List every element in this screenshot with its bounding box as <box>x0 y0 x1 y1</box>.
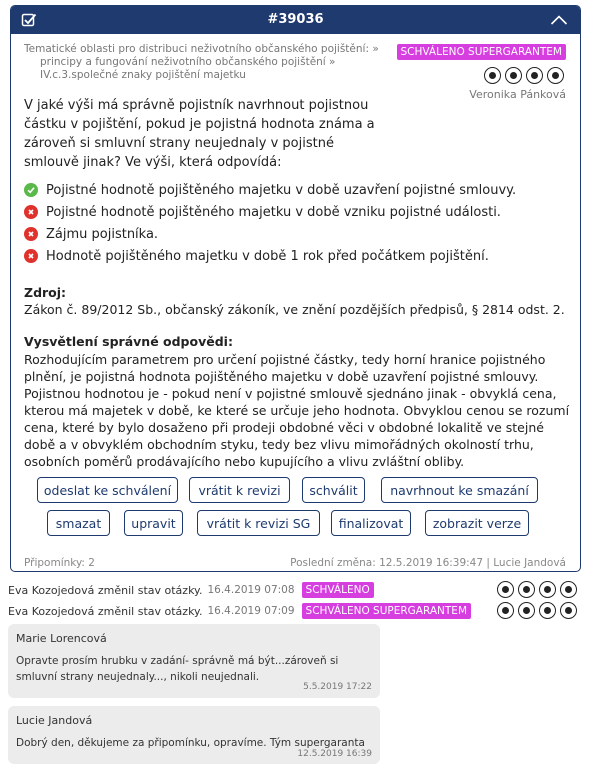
history-time: 16.4.2019 07:09 <box>207 605 295 617</box>
status-badge: SCHVÁLENO SUPERGARANTEM <box>302 603 471 619</box>
edit-button[interactable]: upravit <box>124 510 183 536</box>
radio-filled-icon <box>526 67 543 84</box>
question-text: V jaké výši má správně pojistník navrhnout pojistnou částku v pojištění, pokud je pojistná hodnota známa a zároveň si smluvní strany neujednaly v pojistné smlouvě jinak? Ve výši, která odpovídá: <box>24 98 375 170</box>
radio-filled-icon <box>518 581 535 598</box>
status-badge: SCHVÁLENO SUPERGARANTEM <box>397 44 566 60</box>
history-text: Eva Kozojedová změnil stav otázky. <box>8 604 203 618</box>
comment-date: 12.5.2019 16:39 <box>297 749 372 759</box>
radio-filled-icon <box>560 581 577 598</box>
delete-button[interactable]: smazat <box>47 510 110 536</box>
breadcrumb-item[interactable]: IV.c.3.společné znaky pojištění majetku <box>40 69 246 81</box>
radio-filled-icon <box>547 67 564 84</box>
comment-text: Dobrý den, děkujeme za připomínku, opravíme. Tým supergaranta <box>16 737 365 749</box>
history-entry <box>8 582 374 598</box>
answer-item-wrong <box>24 245 569 267</box>
status-badge: SCHVÁLENO <box>302 582 374 598</box>
comment <box>8 624 380 698</box>
comment-text: Opravte prosím hrubku v zadání- správně má být...zároveň si smluvní strany neujednaly..., nikoli neujednali. <box>16 655 339 683</box>
rating-indicators <box>484 67 564 84</box>
breadcrumb <box>24 43 386 82</box>
rating-indicators <box>497 602 577 619</box>
answer-text: Pojistné hodnotě pojištěného majetku v době vzniku pojistné události. <box>46 204 501 220</box>
comment <box>8 706 380 764</box>
answer-list <box>24 179 569 267</box>
breadcrumb-item[interactable]: principy a fungování neživotního občanského pojištění » <box>40 56 336 68</box>
return-to-revision-sg-button[interactable]: vrátit k revizi SG <box>197 510 320 536</box>
explanation-text: Rozhodujícím parametrem pro určení pojistné částky, tedy horní hranice pojistného plnění, je pojistná hodnota pojištěného majetku v době uzavření pojistné smlouvy. Pojistnou hodnotou je - pokud není v pojistné smlouvě sjednáno jinak - obvyklá cena, kterou má majetek v době, ke které se určuje jeho hodnota. Obvyklou cenou se rozumí cena, které by bylo dosaženo při prodeji obdobné věci v obdobné lokalitě ve stejné době a v obvyklém obchodním styku, tedy bez vlivu mimořádných okolností trhu, osobních poměrů prodávajícího nebo kupujícího a vlivu zvláštní obliby. <box>24 352 570 469</box>
answer-text: Zájmu pojistníka. <box>46 226 159 242</box>
check-circle-icon <box>24 183 38 197</box>
radio-filled-icon <box>539 581 556 598</box>
answer-item-correct <box>24 179 569 201</box>
propose-delete-button[interactable]: navrhnout ke smazání <box>381 477 538 503</box>
chevron-up-icon[interactable] <box>550 13 568 27</box>
x-circle-icon <box>24 205 38 219</box>
show-versions-button[interactable]: zobrazit verze <box>425 510 529 536</box>
radio-filled-icon <box>497 602 514 619</box>
answer-item-wrong <box>24 223 569 245</box>
rating-indicators <box>497 581 577 598</box>
radio-filled-icon <box>539 602 556 619</box>
question-card <box>10 5 581 572</box>
radio-filled-icon <box>560 602 577 619</box>
answer-text: Pojistné hodnotě pojištěného majetku v době uzavření pojistné smlouvy. <box>46 182 517 198</box>
finalize-button[interactable]: finalizovat <box>331 510 411 536</box>
history-entry <box>8 603 471 619</box>
answer-text: Hodnotě pojištěného majetku v době 1 rok před počátkem pojištění. <box>46 248 489 264</box>
comment-date: 5.5.2019 17:22 <box>303 682 372 692</box>
last-change: Poslední změna: 12.5.2019 16:39:47 | Lucie Jandová <box>290 557 566 569</box>
question-id: #39036 <box>267 12 324 27</box>
x-circle-icon <box>24 249 38 263</box>
history-text: Eva Kozojedová změnil stav otázky. <box>8 583 203 597</box>
explanation-heading: Vysvětlení správné odpovědi: <box>24 334 233 349</box>
history-time: 16.4.2019 07:08 <box>207 584 295 596</box>
return-to-revision-button[interactable]: vrátit k revizi <box>189 477 290 503</box>
source-heading: Zdroj: <box>24 285 67 300</box>
answer-item-wrong <box>24 201 569 223</box>
x-circle-icon <box>24 227 38 241</box>
card-header <box>11 6 580 34</box>
comments-count[interactable]: Připomínky: 2 <box>24 557 95 569</box>
comment-author: Marie Lorencová <box>16 632 107 645</box>
breadcrumb-item[interactable]: Tematické oblasti pro distribuci neživotního občanského pojištění: » <box>24 43 379 55</box>
source-text: Zákon č. 89/2012 Sb., občanský zákoník, ve znění pozdějších předpisů, § 2814 odst. 2. <box>24 302 565 317</box>
send-for-approval-button[interactable]: odeslat ke schválení <box>37 477 178 503</box>
radio-filled-icon <box>497 581 514 598</box>
comment-author: Lucie Jandová <box>16 714 93 727</box>
radio-filled-icon <box>518 602 535 619</box>
question-author: Veronika Pánková <box>469 88 566 101</box>
approve-button[interactable]: schválit <box>302 477 365 503</box>
radio-filled-icon <box>484 67 501 84</box>
radio-filled-icon <box>505 67 522 84</box>
